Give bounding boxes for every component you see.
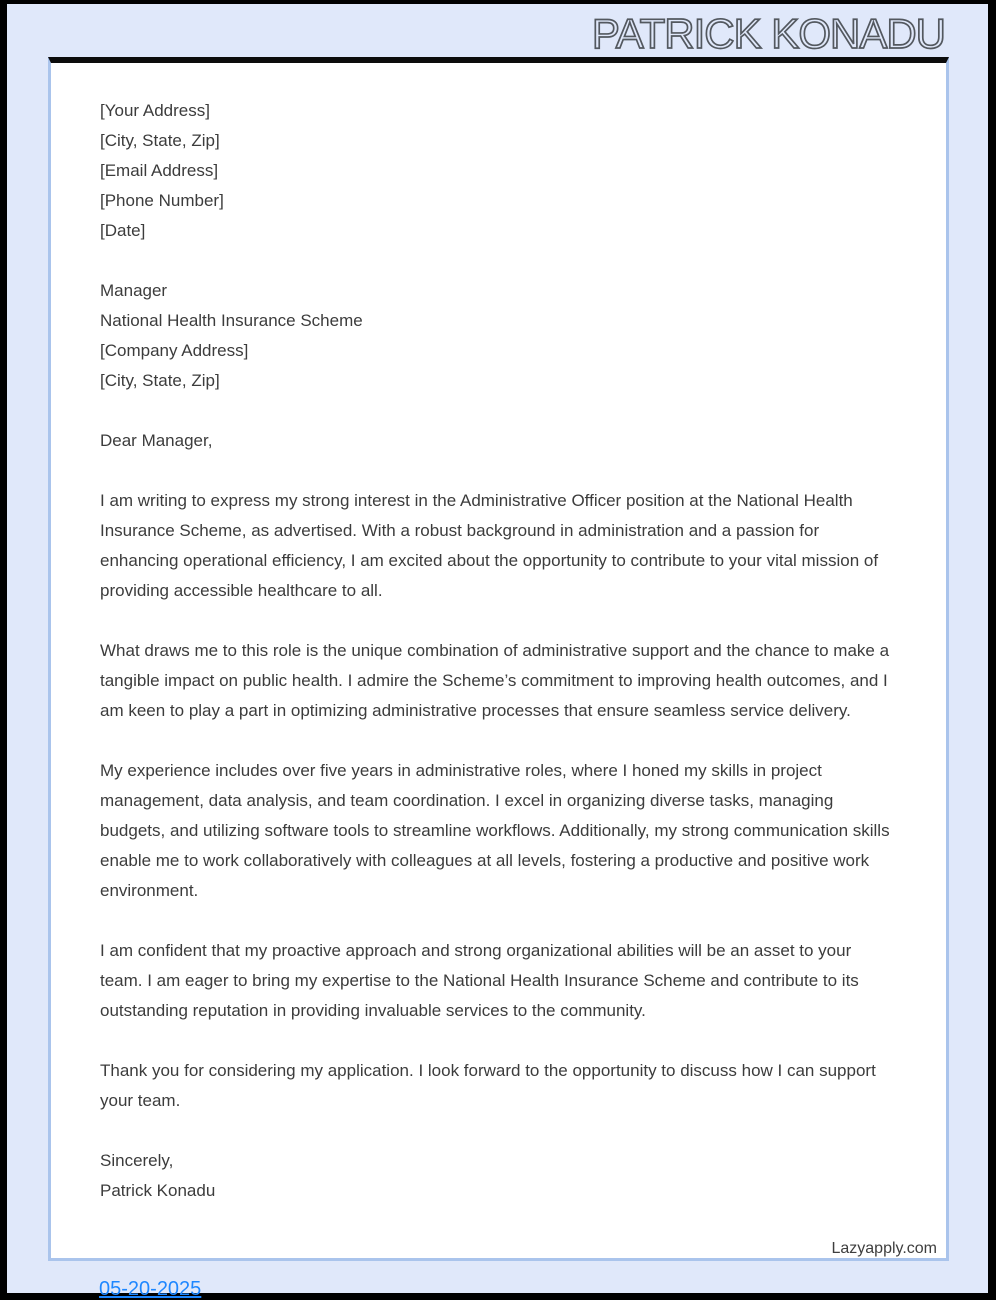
frame-border-left xyxy=(0,0,7,1300)
body-paragraph-3: My experience includes over five years in administrative roles, where I honed my skills in project management, data analysis, and team coordination. I excel in organizing diverse tasks, managing budgets, and utilizing software tools to streamline workflows. Additionally, my strong communication skills enable me to work collaboratively with colleagues at all levels, fostering a productive and positive work environment. xyxy=(100,761,890,900)
closing: Sincerely, xyxy=(100,1151,174,1170)
sender-address-block xyxy=(100,96,896,246)
recipient-line: Manager xyxy=(100,281,168,300)
sender-address-line: [Your Address] xyxy=(100,101,210,120)
sender-address-line: [Email Address] xyxy=(100,161,219,180)
lazyapply-brand: Lazyapply.com xyxy=(831,1240,937,1257)
body-paragraph-2: What draws me to this role is the unique combination of administrative support and the chance to make a tangible impact on public health. I admire the Scheme’s commitment to improving health outcomes, and I am keen to play a part in optimizing administrative processes that ensure seamless service delivery. xyxy=(100,641,890,720)
recipient-line: National Health Insurance Scheme xyxy=(100,311,363,330)
candidate-name-heading: PATRICK KONADU xyxy=(591,10,945,57)
frame-border-top xyxy=(0,0,996,4)
body-paragraph-5: Thank you for considering my application. I look forward to the opportunity to discuss how I can support your team. xyxy=(100,1061,876,1110)
sender-address-line: [Phone Number] xyxy=(100,191,224,210)
date-link[interactable]: 05-20-2025 xyxy=(99,1278,202,1300)
body-paragraph-4: I am confident that my proactive approach and strong organizational abilities will be an asset to your team. I am eager to bring my expertise to the National Health Insurance Scheme and contribute to its outstanding reputation in providing invaluable services to the community. xyxy=(100,941,859,1020)
frame-border-right xyxy=(988,0,996,1300)
salutation: Dear Manager, xyxy=(100,431,213,450)
sender-address-line: [Date] xyxy=(100,221,146,240)
recipient-line: [City, State, Zip] xyxy=(100,371,220,390)
body-paragraph-1: I am writing to express my strong interest in the Administrative Officer position at the National Health Insurance Scheme, as advertised. With a robust background in administration and a passion for enhancing operational efficiency, I am excited about the opportunity to contribute to your vital mission of providing accessible healthcare to all. xyxy=(100,491,879,600)
signature-block xyxy=(100,1146,896,1206)
sender-address-line: [City, State, Zip] xyxy=(100,131,220,150)
recipient-address-block xyxy=(100,276,896,396)
letter-page xyxy=(48,57,949,1261)
recipient-line: [Company Address] xyxy=(100,341,249,360)
signature-name: Patrick Konadu xyxy=(100,1181,216,1200)
